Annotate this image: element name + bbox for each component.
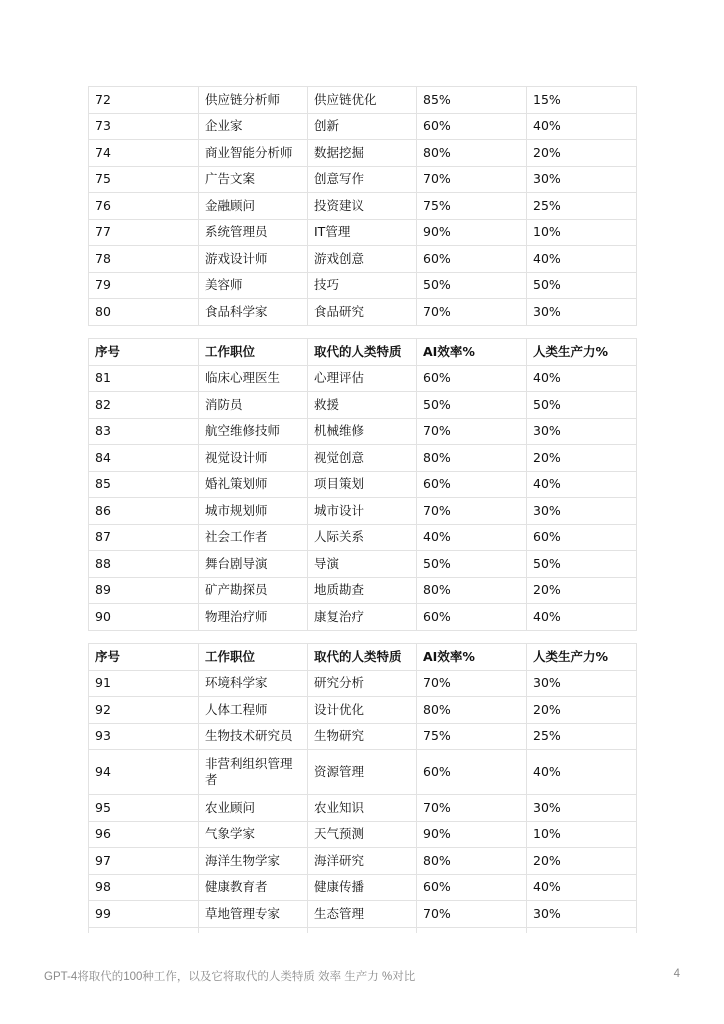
footer-title: GPT-4将取代的100种工作，以及它将取代的人类特质 效率 生产力 %对比 [44,971,416,983]
cell-human-productivity: 40% [527,750,637,795]
cell-job: 人体工程师 [199,697,308,724]
cell-trait: 设计优化 [308,697,417,724]
table-row [89,670,637,697]
cell-job: 矿产勘探员 [199,577,308,604]
cell-trait: 健康传播 [308,874,417,901]
table-header-row [89,339,637,366]
cell-ai-efficiency: 70% [417,670,527,697]
cell-human-productivity: 30% [527,901,637,928]
table-row [89,604,637,631]
cell-ai-efficiency: 60% [417,604,527,631]
cell-human-productivity: 50% [527,551,637,578]
cell-trait: 城市设计 [308,498,417,525]
table-row [89,577,637,604]
cell-no: 93 [89,723,199,750]
cell-trait: 技巧 [308,272,417,299]
cell-human-productivity: 25% [527,723,637,750]
table-row [89,551,637,578]
table-header-row [89,644,637,671]
cell-trait: 心理评估 [308,365,417,392]
cell-no: 77 [89,219,199,246]
cell-job: 广告文案 [199,166,308,193]
cell-ai-efficiency: 75% [417,193,527,220]
cell-job: 金融顾问 [199,193,308,220]
table-row [89,901,637,928]
cell-human-productivity: 50% [527,392,637,419]
cell-ai-efficiency: 60% [417,246,527,273]
cell-human-productivity: 40% [527,113,637,140]
table-row [89,445,637,472]
table-continuation-cell [417,927,527,933]
cell-trait: 供应链优化 [308,87,417,114]
cell-human-productivity: 30% [527,418,637,445]
cell-ai-efficiency: 50% [417,272,527,299]
cell-human-productivity: 40% [527,246,637,273]
cell-no: 85 [89,471,199,498]
table-row [89,874,637,901]
table-row [89,723,637,750]
cell-no: 96 [89,821,199,848]
cell-no: 86 [89,498,199,525]
table-row [89,795,637,822]
cell-ai-efficiency: 50% [417,392,527,419]
page-number: 4 [673,968,680,980]
table-row [89,87,637,114]
cell-ai-efficiency: 50% [417,551,527,578]
cell-ai-efficiency: 40% [417,524,527,551]
header-trait: 取代的人类特质 [308,339,417,366]
cell-no: 98 [89,874,199,901]
cell-ai-efficiency: 60% [417,874,527,901]
cell-trait: 视觉创意 [308,445,417,472]
table-continuation-cell [527,927,637,933]
cell-no: 83 [89,418,199,445]
cell-trait: 生态管理 [308,901,417,928]
cell-job: 临床心理医生 [199,365,308,392]
cell-job: 婚礼策划师 [199,471,308,498]
header-job: 工作职位 [199,644,308,671]
cell-ai-efficiency: 90% [417,821,527,848]
header-job: 工作职位 [199,339,308,366]
cell-trait: 项目策划 [308,471,417,498]
cell-job: 社会工作者 [199,524,308,551]
table-row [89,365,637,392]
header-no: 序号 [89,339,199,366]
cell-job: 企业家 [199,113,308,140]
table-row [89,697,637,724]
cell-ai-efficiency: 70% [417,166,527,193]
table-row [89,524,637,551]
cell-ai-efficiency: 80% [417,577,527,604]
cell-human-productivity: 40% [527,874,637,901]
cell-job: 消防员 [199,392,308,419]
cell-no: 97 [89,848,199,875]
cell-human-productivity: 40% [527,604,637,631]
cell-trait: 海洋研究 [308,848,417,875]
table-continuation-row [89,927,637,933]
cell-trait: 数据挖掘 [308,140,417,167]
cell-no: 73 [89,113,199,140]
cell-trait: 地质勘查 [308,577,417,604]
cell-job: 农业顾问 [199,795,308,822]
cell-job: 海洋生物学家 [199,848,308,875]
cell-human-productivity: 20% [527,697,637,724]
cell-human-productivity: 30% [527,166,637,193]
cell-trait: 创意写作 [308,166,417,193]
cell-ai-efficiency: 60% [417,365,527,392]
header-ai-efficiency: AI效率% [417,644,527,671]
cell-job: 食品科学家 [199,299,308,326]
cell-human-productivity: 50% [527,272,637,299]
cell-human-productivity: 30% [527,299,637,326]
cell-job: 环境科学家 [199,670,308,697]
table-row [89,750,637,795]
cell-human-productivity: 20% [527,445,637,472]
cell-no: 81 [89,365,199,392]
cell-job: 供应链分析师 [199,87,308,114]
cell-no: 91 [89,670,199,697]
cell-job: 航空维修技师 [199,418,308,445]
table-row [89,498,637,525]
header-trait: 取代的人类特质 [308,644,417,671]
header-human-productivity: 人类生产力% [527,644,637,671]
cell-ai-efficiency: 80% [417,697,527,724]
table-row [89,392,637,419]
cell-job: 城市规划师 [199,498,308,525]
cell-ai-efficiency: 60% [417,471,527,498]
cell-trait: 救援 [308,392,417,419]
cell-human-productivity: 40% [527,365,637,392]
cell-job: 物理治疗师 [199,604,308,631]
cell-no: 72 [89,87,199,114]
cell-trait: 投资建议 [308,193,417,220]
cell-no: 75 [89,166,199,193]
cell-job: 生物技术研究员 [199,723,308,750]
cell-job: 非营利组织管理者 [199,750,308,795]
cell-no: 94 [89,750,199,795]
cell-no: 99 [89,901,199,928]
cell-job: 美容师 [199,272,308,299]
cell-no: 95 [89,795,199,822]
header-no: 序号 [89,644,199,671]
cell-trait: IT管理 [308,219,417,246]
cell-no: 76 [89,193,199,220]
cell-ai-efficiency: 90% [417,219,527,246]
cell-no: 89 [89,577,199,604]
cell-trait: 农业知识 [308,795,417,822]
cell-trait: 导演 [308,551,417,578]
cell-trait: 研究分析 [308,670,417,697]
table-row [89,471,637,498]
cell-no: 82 [89,392,199,419]
cell-no: 87 [89,524,199,551]
cell-no: 80 [89,299,199,326]
cell-ai-efficiency: 70% [417,498,527,525]
cell-no: 78 [89,246,199,273]
jobs-table-part-1 [88,86,637,326]
header-ai-efficiency: AI效率% [417,339,527,366]
cell-job: 系统管理员 [199,219,308,246]
cell-human-productivity: 25% [527,193,637,220]
cell-ai-efficiency: 70% [417,795,527,822]
table-row [89,848,637,875]
cell-job: 商业智能分析师 [199,140,308,167]
cell-trait: 食品研究 [308,299,417,326]
cell-ai-efficiency: 70% [417,901,527,928]
cell-ai-efficiency: 60% [417,750,527,795]
cell-human-productivity: 30% [527,670,637,697]
cell-no: 84 [89,445,199,472]
cell-no: 90 [89,604,199,631]
cell-ai-efficiency: 80% [417,848,527,875]
cell-trait: 资源管理 [308,750,417,795]
cell-human-productivity: 30% [527,498,637,525]
table-row [89,113,637,140]
cell-ai-efficiency: 80% [417,140,527,167]
cell-job: 游戏设计师 [199,246,308,273]
cell-ai-efficiency: 70% [417,299,527,326]
cell-job: 舞台剧导演 [199,551,308,578]
cell-ai-efficiency: 70% [417,418,527,445]
cell-trait: 人际关系 [308,524,417,551]
cell-human-productivity: 20% [527,848,637,875]
cell-trait: 机械维修 [308,418,417,445]
table-row [89,219,637,246]
table-continuation-cell [308,927,417,933]
table-row [89,140,637,167]
jobs-table-part-3 [88,643,637,933]
cell-job: 健康教育者 [199,874,308,901]
cell-no: 88 [89,551,199,578]
table-row [89,821,637,848]
cell-no: 74 [89,140,199,167]
cell-no: 79 [89,272,199,299]
table-continuation-cell [199,927,308,933]
cell-no: 92 [89,697,199,724]
cell-human-productivity: 10% [527,219,637,246]
cell-trait: 生物研究 [308,723,417,750]
table-row [89,272,637,299]
table-row [89,166,637,193]
table-row [89,246,637,273]
cell-job: 气象学家 [199,821,308,848]
cell-human-productivity: 20% [527,140,637,167]
cell-human-productivity: 10% [527,821,637,848]
cell-trait: 天气预测 [308,821,417,848]
cell-trait: 创新 [308,113,417,140]
table-row [89,299,637,326]
cell-job: 草地管理专家 [199,901,308,928]
table-continuation-cell [89,927,199,933]
cell-ai-efficiency: 60% [417,113,527,140]
cell-human-productivity: 20% [527,577,637,604]
cell-ai-efficiency: 75% [417,723,527,750]
cell-ai-efficiency: 85% [417,87,527,114]
jobs-table-part-2 [88,338,637,631]
cell-trait: 康复治疗 [308,604,417,631]
header-human-productivity: 人类生产力% [527,339,637,366]
cell-human-productivity: 15% [527,87,637,114]
cell-job: 视觉设计师 [199,445,308,472]
cell-human-productivity: 30% [527,795,637,822]
cell-ai-efficiency: 80% [417,445,527,472]
table-row [89,193,637,220]
table-row [89,418,637,445]
cell-human-productivity: 60% [527,524,637,551]
cell-human-productivity: 40% [527,471,637,498]
cell-trait: 游戏创意 [308,246,417,273]
